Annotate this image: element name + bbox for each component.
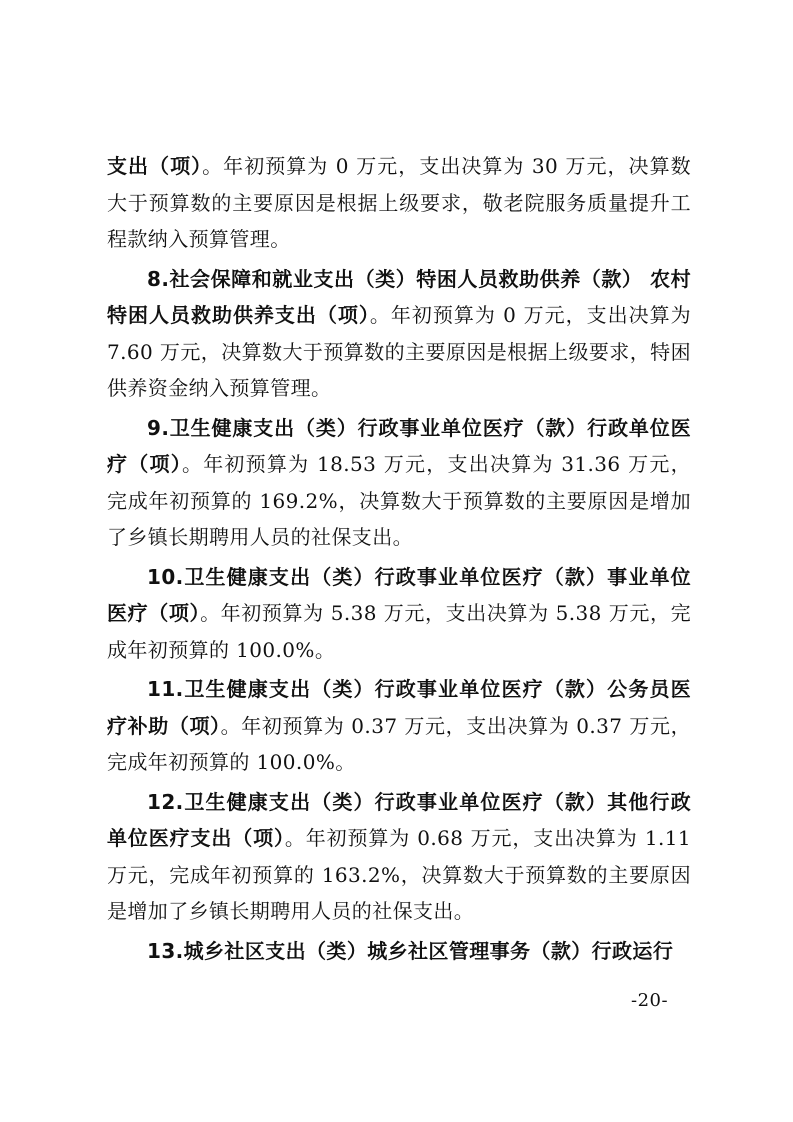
paragraph-text: 。年初预算为 0 万元，支出决算为 7.60 万元，决算数大于预算数的主要原因是根据上级要求，特困供养资金纳入预算管理。 <box>107 303 691 400</box>
document-body <box>107 148 691 969</box>
paragraph-11 <box>107 671 691 781</box>
paragraph-heading: 13.城乡社区支出（类）城乡社区管理事务（款）行政运行 <box>147 938 674 963</box>
paragraph-9 <box>107 410 691 556</box>
paragraph-text: 。年初预算为 0.37 万元，支出决算为 0.37 万元，完成年初预算的 100.0%。 <box>107 713 691 774</box>
paragraph-heading: 11.卫生健康支出（类）行政事业单位医疗（款）公务员医疗补助（项） <box>107 677 691 738</box>
paragraph-heading: 支出（项） <box>107 154 203 178</box>
paragraph-heading: 8.社会保障和就业支出（类）特困人员救助供养（款） 农村特困人员救助供养支出（项） <box>107 266 691 327</box>
paragraph-8 <box>107 261 691 407</box>
paragraph-heading: 12.卫生健康支出（类）行政事业单位医疗（款）其他行政单位医疗支出（项） <box>107 789 691 850</box>
paragraph-13 <box>107 933 691 970</box>
paragraph-text: 。年初预算为 5.38 万元，支出决算为 5.38 万元，完成年初预算的 100.0%。 <box>107 601 691 662</box>
paragraph-10 <box>107 559 691 669</box>
paragraph-text: 。年初预算为 0.68 万元，支出决算为 1.11 万元，完成年初预算的 163.2%，决算数大于预算数的主要原因是增加了乡镇长期聘用人员的社保支出。 <box>107 826 691 923</box>
paragraph-heading: 9.卫生健康支出（类）行政事业单位医疗（款）行政单位医疗（项） <box>107 415 691 476</box>
page-number: -20- <box>631 990 669 1011</box>
paragraph-7-continued <box>107 148 691 258</box>
paragraph-text: 。年初预算为 0 万元，支出决算为 30 万元，决算数大于预算数的主要原因是根据上级要求，敬老院服务质量提升工程款纳入预算管理。 <box>107 154 692 251</box>
paragraph-text: 。年初预算为 18.53 万元，支出决算为 31.36 万元，完成年初预算的 169.2%，决算数大于预算数的主要原因是增加了乡镇长期聘用人员的社保支出。 <box>107 452 691 549</box>
paragraph-12 <box>107 784 691 930</box>
paragraph-heading: 10.卫生健康支出（类）行政事业单位医疗（款）事业单位医疗（项） <box>107 564 691 625</box>
